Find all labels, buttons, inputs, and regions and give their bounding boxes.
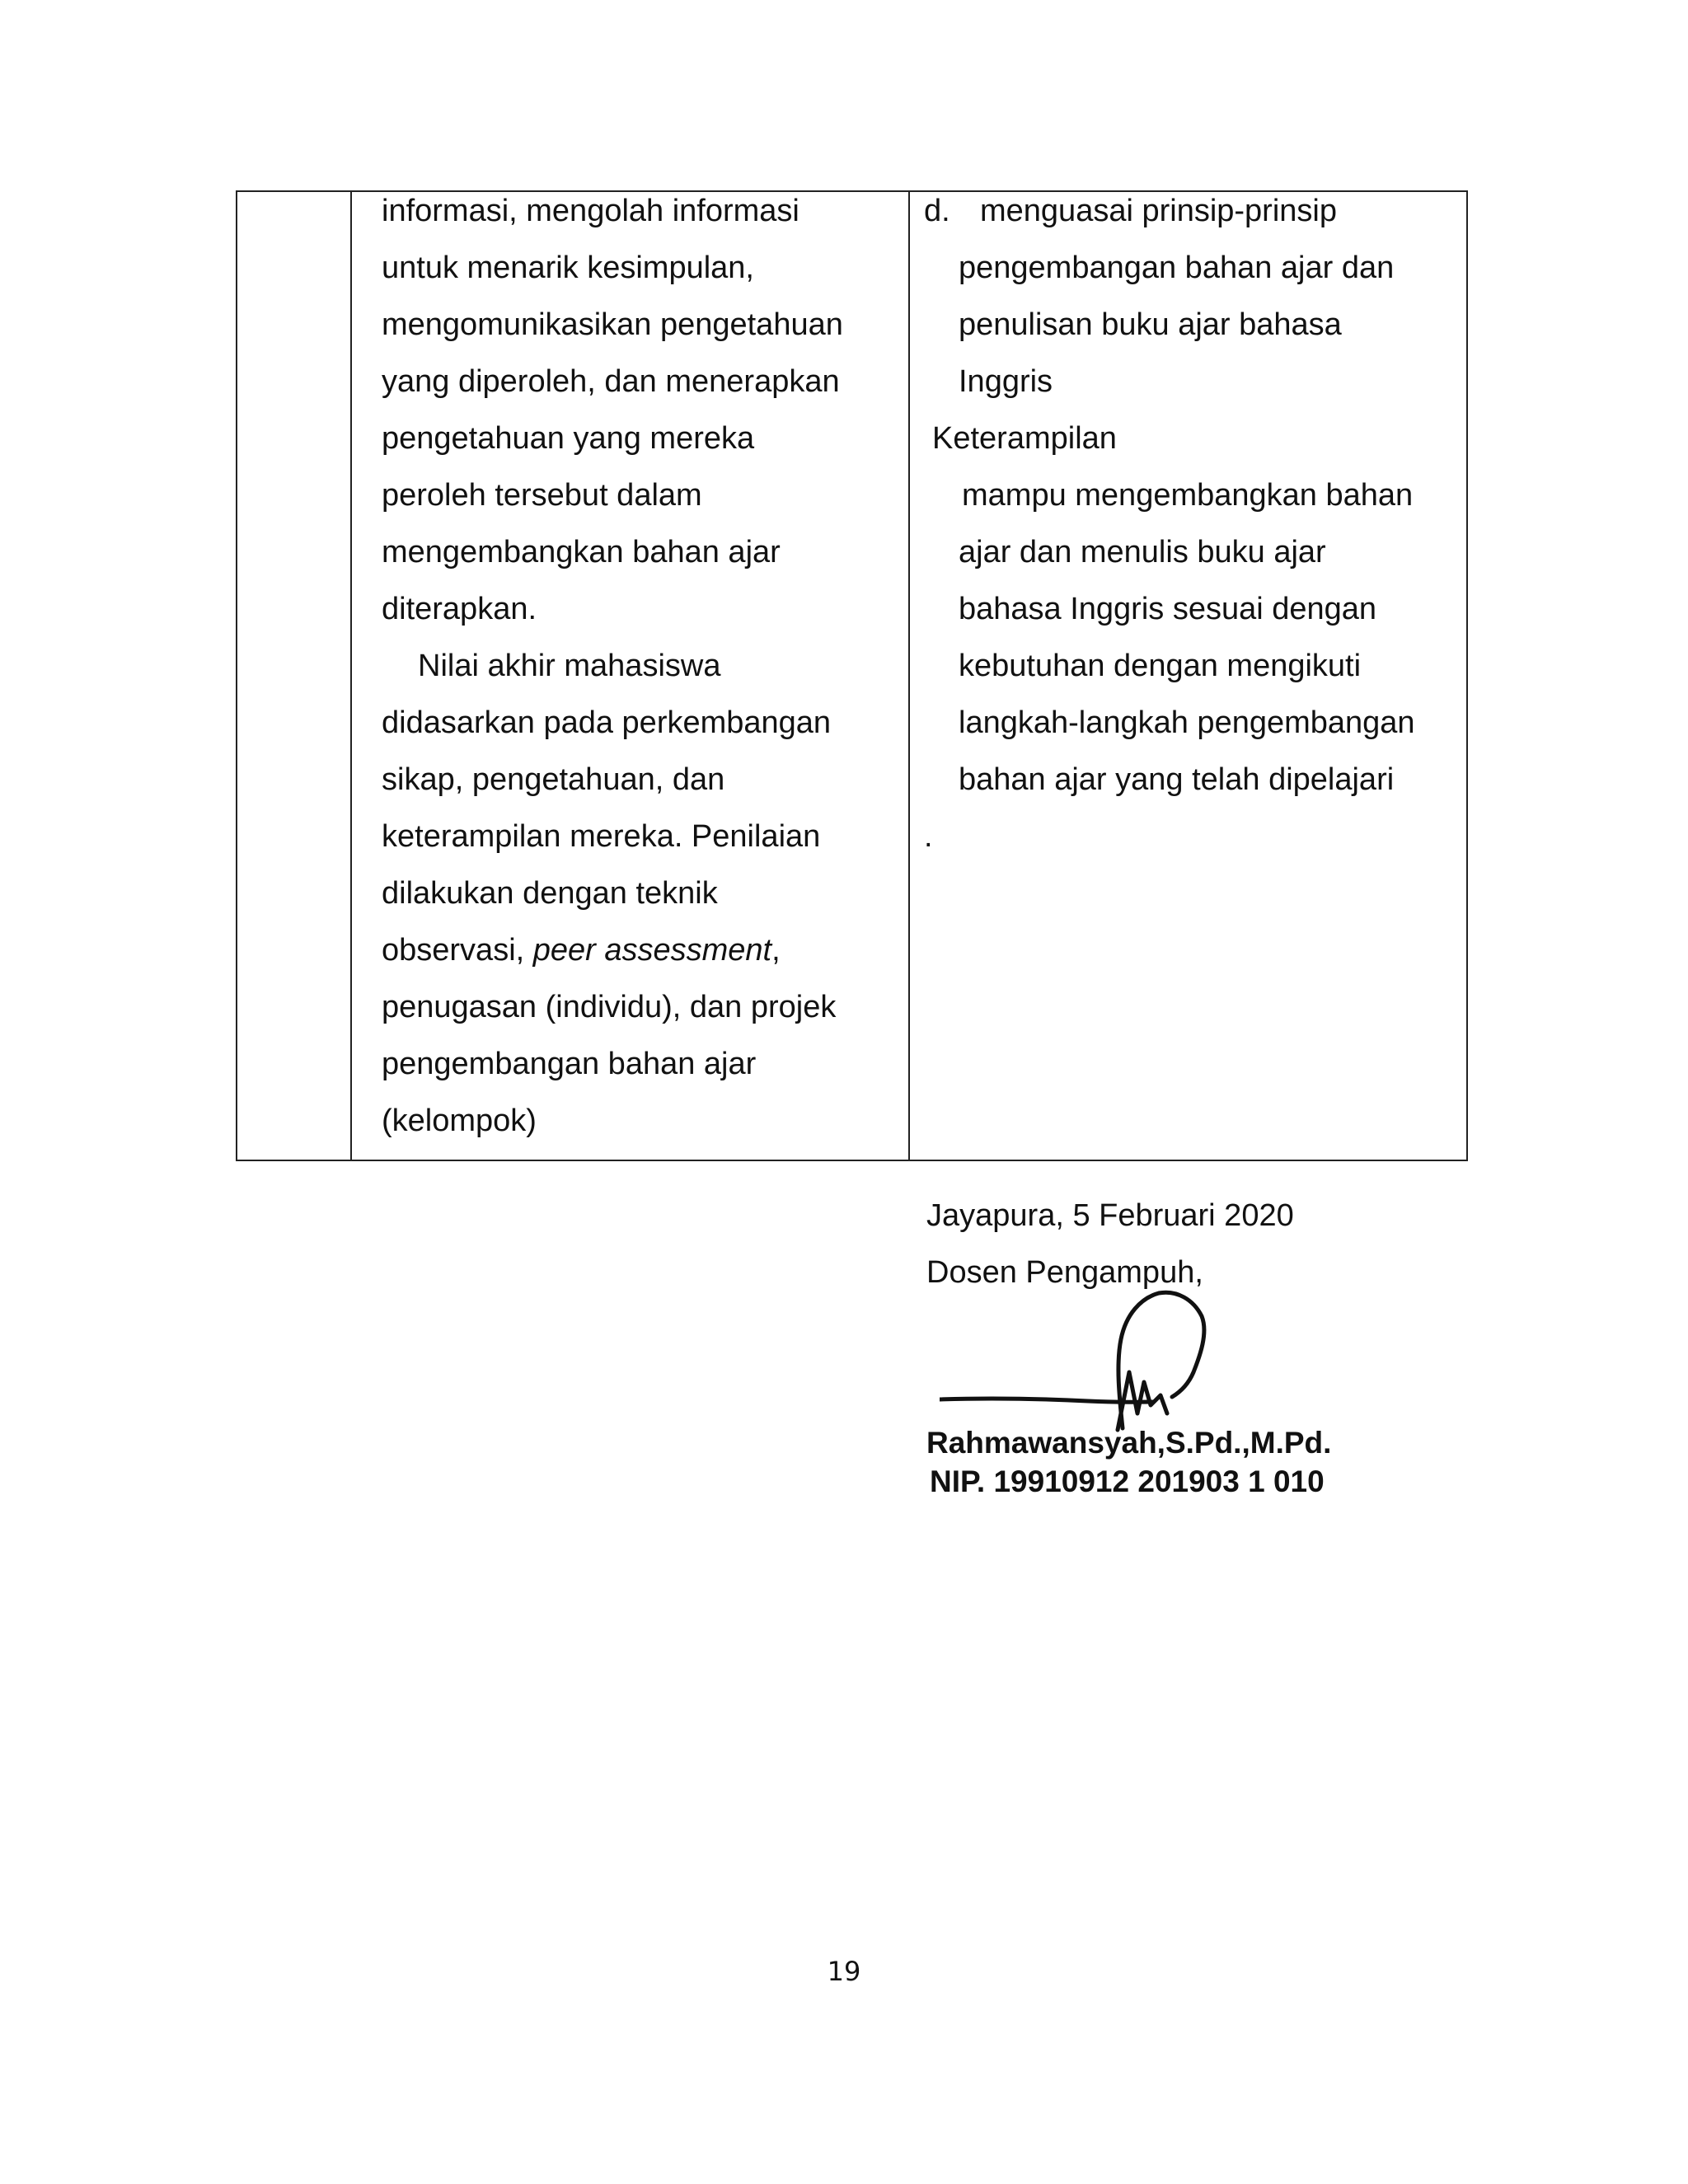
assessment-table <box>236 190 1468 1161</box>
table-text-line: yang diperoleh, dan menerapkan <box>382 364 840 399</box>
table-text-line: pengembangan bahan ajar <box>382 1047 757 1081</box>
page-number: 19 <box>827 1956 861 1987</box>
table-text-line: penulisan buku ajar bahasa <box>959 307 1342 342</box>
table-text-line: Inggris <box>959 364 1053 399</box>
table-text-line: informasi, mengolah informasi <box>382 194 799 228</box>
table-column-divider-2 <box>908 192 910 1160</box>
signer-nip: NIP. 19910912 201903 1 010 <box>930 1465 1325 1498</box>
table-text-line: didasarkan pada perkembangan <box>382 705 832 740</box>
observasi-prefix: observasi, <box>382 933 533 968</box>
table-text-line: peroleh tersebut dalam <box>382 478 702 513</box>
table-text-line: diterapkan. <box>382 592 537 626</box>
signer-role: Dosen Pengampuh, <box>926 1255 1203 1290</box>
table-text-line: penugasan (individu), dan projek <box>382 990 837 1024</box>
table-text-line: dilakukan dengan teknik <box>382 876 718 911</box>
table-text-line: bahan ajar yang telah dipelajari <box>959 762 1395 797</box>
table-text-line: pengembangan bahan ajar dan <box>959 251 1395 285</box>
item-d-first-line: menguasai prinsip-prinsip <box>980 194 1337 228</box>
table-text-line: (kelompok) <box>382 1104 537 1138</box>
table-text-line: ajar dan menulis buku ajar <box>959 535 1326 569</box>
table-text-line: mengembangkan bahan ajar <box>382 535 781 569</box>
observasi-suffix: , <box>771 933 781 968</box>
table-text-line: bahasa Inggris sesuai dengan <box>959 592 1377 626</box>
table-text-line: keterampilan mereka. Penilaian <box>382 819 821 854</box>
item-d-marker: d. <box>924 194 950 228</box>
signer-name: Rahmawansyah,S.Pd.,M.Pd. <box>926 1426 1332 1460</box>
table-text-line: Nilai akhir mahasiswa <box>418 649 721 683</box>
table-column-divider-1 <box>350 192 352 1160</box>
peer-assessment-term: peer assessment <box>532 933 772 968</box>
place-date: Jayapura, 5 Februari 2020 <box>926 1198 1294 1233</box>
table-text-line: sikap, pengetahuan, dan <box>382 762 725 797</box>
table-text-line-observasi <box>382 931 781 969</box>
table-text-line: untuk menarik kesimpulan, <box>382 251 754 285</box>
table-text-line: pengetahuan yang mereka <box>382 421 755 456</box>
trailing-dot: . <box>924 819 933 854</box>
table-text-line: mengomunikasikan pengetahuan <box>382 307 843 342</box>
skill-heading: Keterampilan <box>932 421 1117 456</box>
table-text-line: mampu mengembangkan bahan <box>962 478 1414 513</box>
table-text-line: kebutuhan dengan mengikuti <box>959 649 1362 683</box>
table-text-line: langkah-langkah pengembangan <box>959 705 1415 740</box>
